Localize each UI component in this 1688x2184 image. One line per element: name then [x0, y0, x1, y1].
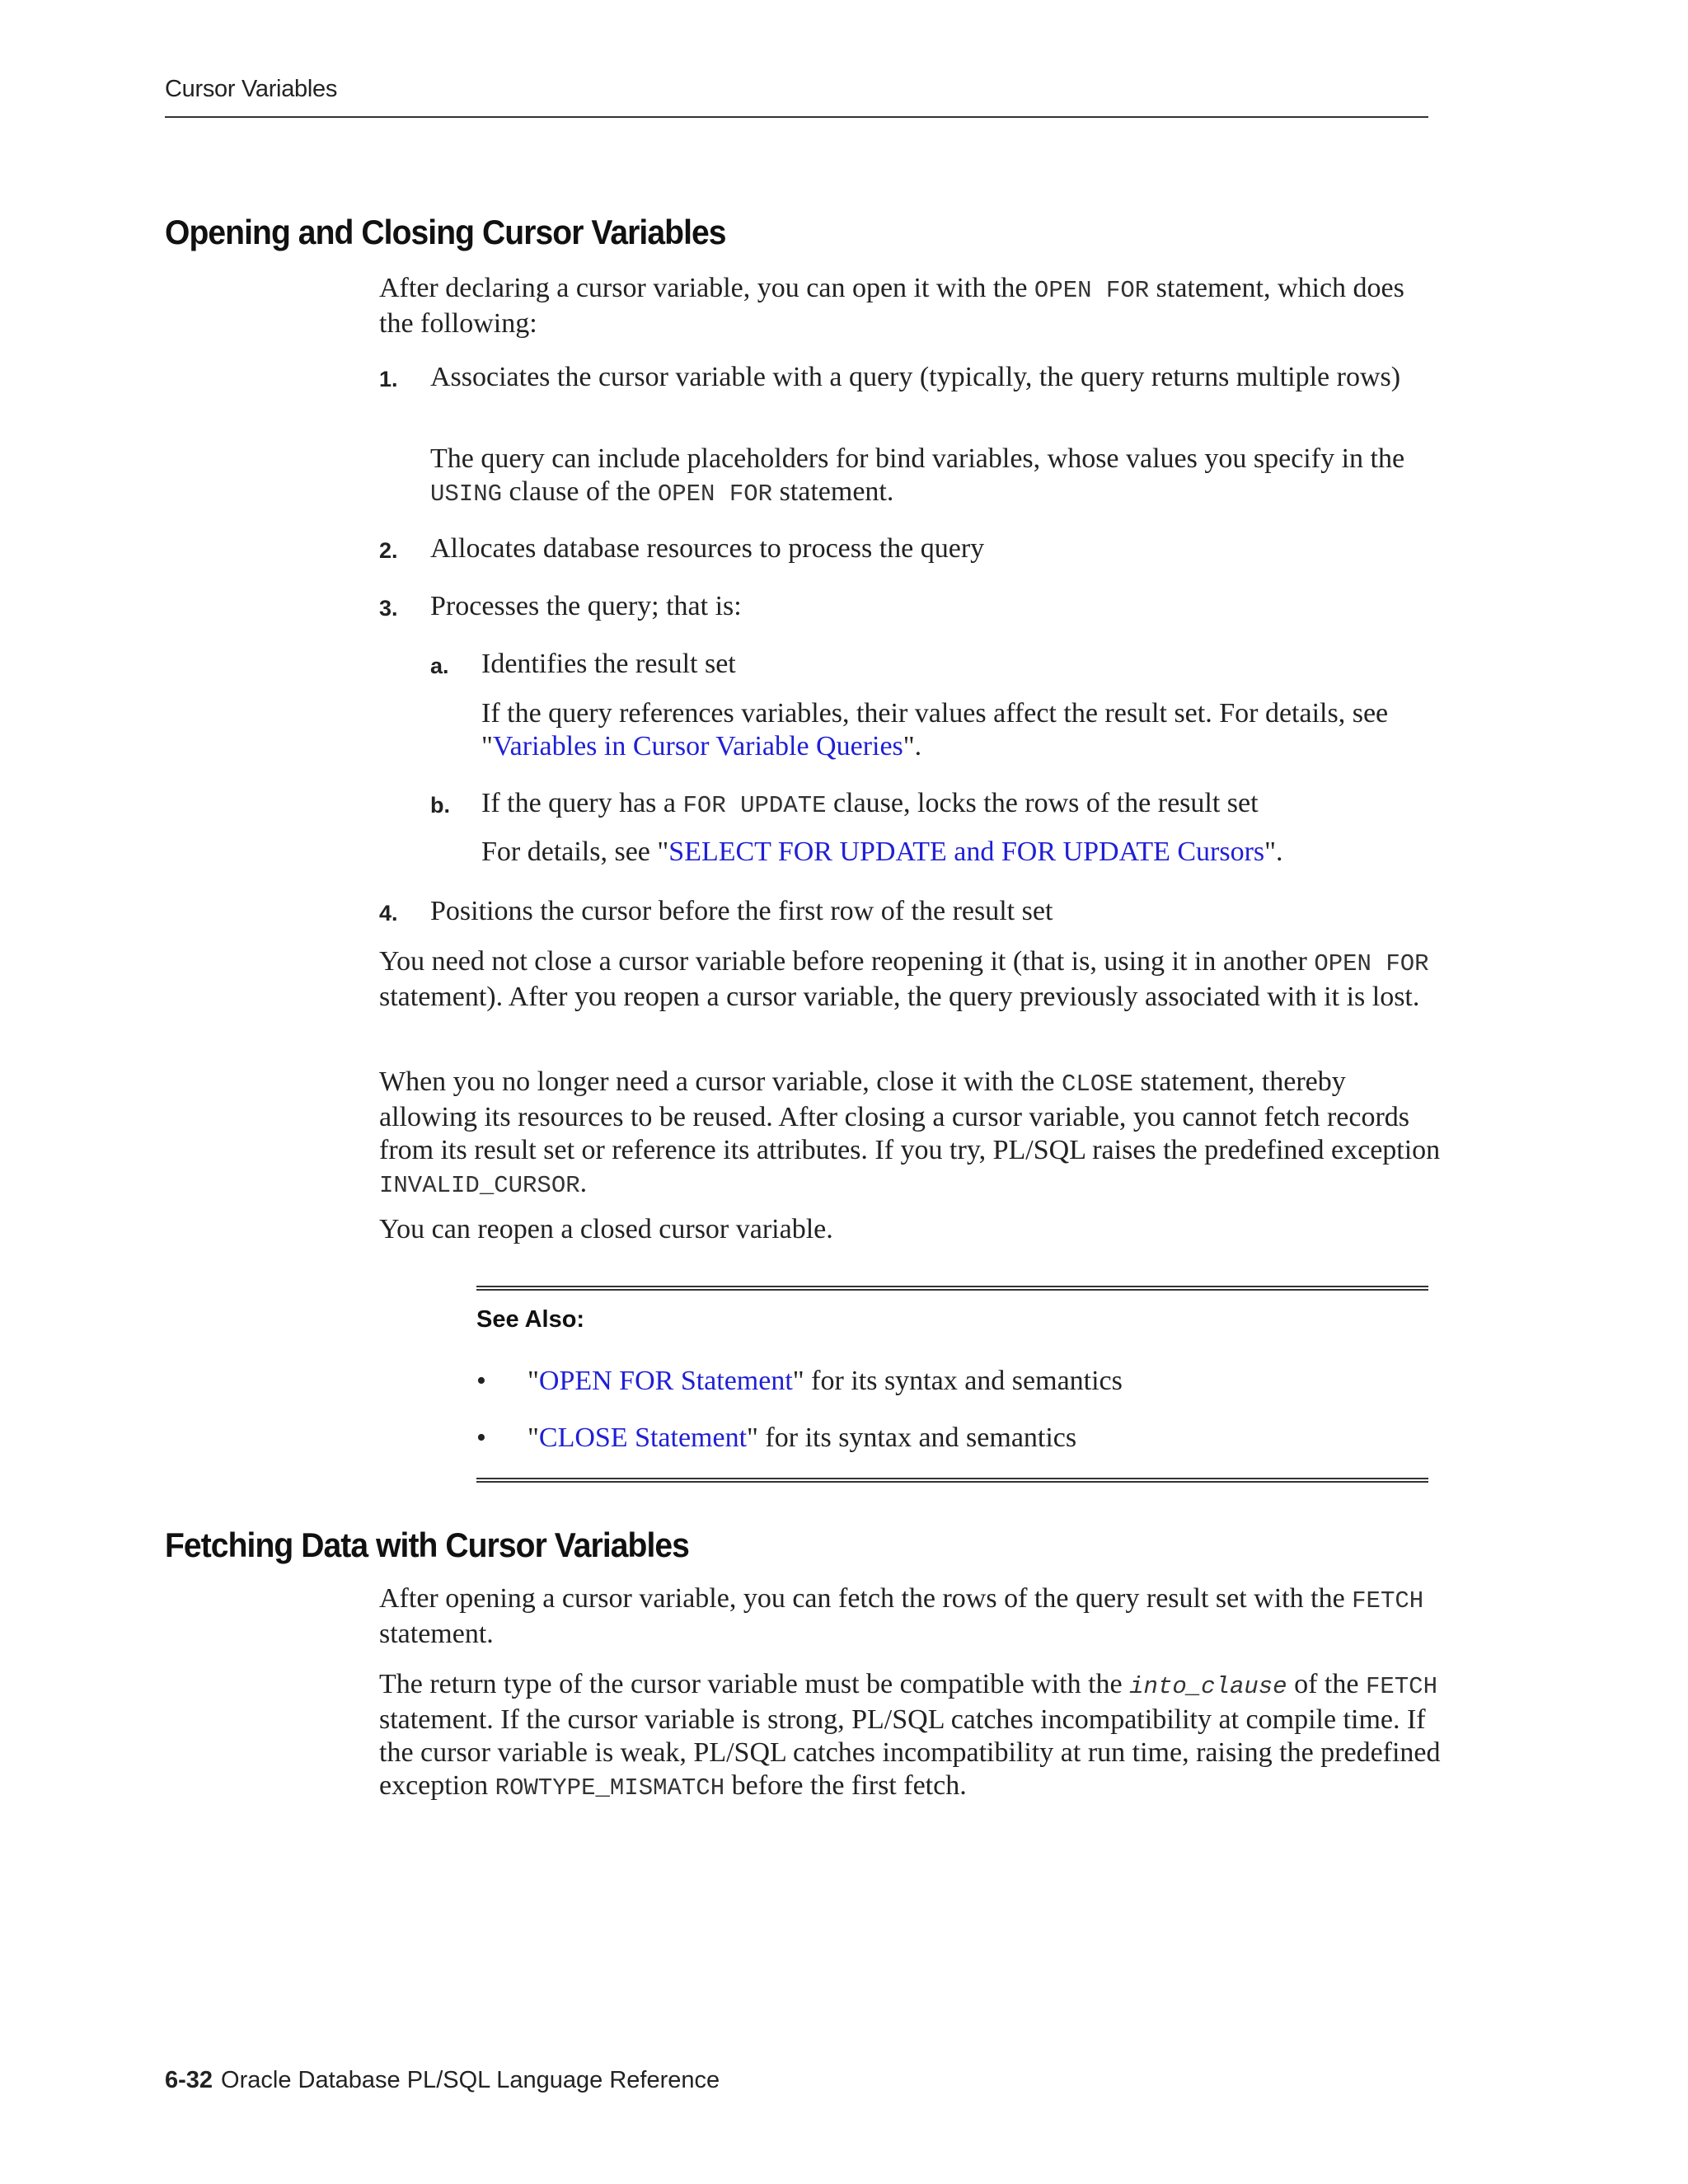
link-close-statement[interactable]: CLOSE Statement [538, 1422, 748, 1453]
code-invalid-cursor: INVALID_CURSOR [379, 1172, 580, 1199]
step-1 [379, 361, 1442, 394]
text: statement, which does the following: [379, 273, 1404, 339]
step-1-detail [430, 443, 1442, 511]
see-also-top-rule [476, 1286, 1428, 1291]
text: After opening a cursor variable, you can fetch the rows of the query result set with the [379, 1583, 1353, 1614]
code-rowtype-mismatch: ROWTYPE_MISMATCH [495, 1774, 725, 1802]
paragraph: You can reopen a closed cursor variable. [379, 1214, 833, 1244]
book-title: Oracle Database PL/SQL Language Reference [221, 2067, 720, 2093]
section-title-opening-closing: Opening and Closing Cursor Variables [165, 213, 726, 251]
running-header: Cursor Variables [165, 76, 338, 102]
see-also-title: See Also: [476, 1306, 585, 1333]
see-also-box [476, 1286, 1428, 1483]
text: statement). After you reopen a cursor variable, the query previously associated with it is lost. [379, 982, 1420, 1012]
code-fetch: FETCH [1365, 1673, 1437, 1700]
step-text: Processes the query; that is: [430, 591, 742, 621]
text: " [528, 1422, 539, 1453]
step-text: Allocates database resources to process the query [430, 533, 985, 564]
substep-text: Identifies the result set [481, 649, 736, 679]
substep-text [481, 787, 1442, 823]
text: " for its syntax and semantics [747, 1422, 1077, 1453]
page-number: 6-32 [165, 2067, 213, 2093]
step-number: 3. [379, 596, 398, 621]
text: When you no longer need a cursor variable, close it with the [379, 1066, 1062, 1097]
text: For details, see " [481, 837, 669, 867]
see-also-item-text [528, 1422, 1076, 1455]
link-variables-in-cursor-variable-queries[interactable]: Variables in Cursor Variable Queries [492, 731, 903, 762]
see-also-item-text [528, 1365, 1123, 1398]
substep-b-detail [481, 836, 1442, 869]
step-3 [379, 590, 1442, 623]
text: statement. [379, 1619, 494, 1649]
text: The return type of the cursor variable must be compatible with the [379, 1669, 1130, 1699]
text: clause of the [502, 476, 658, 507]
paragraph-close [379, 1066, 1442, 1202]
substep-a [430, 648, 1442, 681]
section2-para2 [379, 1668, 1442, 1805]
substep-label: a. [430, 654, 449, 678]
paragraph-reopen-closed [379, 1213, 1442, 1246]
text: ". [1264, 837, 1283, 867]
text: . [579, 1168, 588, 1198]
code-fetch: FETCH [1352, 1587, 1424, 1615]
substep-detail-paragraph [481, 697, 1442, 763]
bullet: • [476, 1366, 486, 1396]
step-text: Associates the cursor variable with a query (typically, the query returns multiple rows) [430, 362, 1401, 392]
section-title-fetching: Fetching Data with Cursor Variables [165, 1526, 689, 1564]
text: ". [903, 731, 922, 762]
code-open-for: OPEN FOR [1034, 277, 1150, 304]
step-2 [379, 532, 1442, 565]
intro-paragraph [379, 272, 1442, 340]
code-into-clause: into_clause [1129, 1673, 1287, 1700]
step-text: Positions the cursor before the first row of the result set [430, 896, 1053, 926]
step-4 [379, 895, 1442, 928]
code-open-for: OPEN FOR [1314, 950, 1429, 977]
section1-intro [379, 272, 1442, 340]
text: of the [1287, 1669, 1366, 1699]
link-open-for-statement[interactable]: OPEN FOR Statement [538, 1366, 793, 1396]
text: " for its syntax and semantics [792, 1366, 1123, 1396]
text: statement. [772, 476, 894, 507]
step-number: 4. [379, 901, 398, 926]
page-footer [165, 2067, 720, 2094]
step-number: 1. [379, 367, 398, 391]
code-open-for: OPEN FOR [657, 480, 773, 508]
text: " [528, 1366, 539, 1396]
text: statement. If the cursor variable is strong, PL/SQL catches incompatibility at compile time. If the cursor variable is weak, PL/SQL catches incompatibility at run time, raising the predefined exception [379, 1704, 1441, 1801]
see-also-bottom-rule [476, 1478, 1428, 1483]
section2-para1 [379, 1582, 1442, 1651]
substep-b [430, 787, 1442, 823]
text: You need not close a cursor variable before reopening it (that is, using it in another [379, 946, 1315, 977]
paragraph [379, 945, 1442, 1014]
step-detail-paragraph [430, 443, 1442, 511]
substep-label: b. [430, 793, 450, 818]
text: clause, locks the rows of the result set [826, 788, 1259, 818]
substep-detail-paragraph [481, 836, 1442, 869]
text: before the first fetch. [724, 1770, 967, 1801]
code-for-update: FOR UPDATE [682, 792, 827, 819]
bullet: • [476, 1422, 486, 1453]
code-close: CLOSE [1062, 1071, 1134, 1098]
substep-a-detail [481, 697, 1442, 763]
text: If the query has a [481, 788, 683, 818]
paragraph-reopen [379, 945, 1442, 1014]
paragraph [379, 1582, 1442, 1651]
text: statement, thereby allowing its resources to be reused. After closing a cursor variable, you cannot fetch records from its result set or reference its attributes. If you try, PL/SQL raises the predefined exception [379, 1066, 1441, 1165]
text: If the query references variables, their values affect the result set. For details, see " [481, 698, 1389, 762]
step-number: 2. [379, 538, 398, 563]
link-select-for-update[interactable]: SELECT FOR UPDATE and FOR UPDATE Cursors [668, 837, 1265, 867]
text: After declaring a cursor variable, you can open it with the [379, 273, 1034, 303]
header-rule [165, 116, 1428, 118]
code-using: USING [430, 480, 503, 508]
text: The query can include placeholders for bind variables, whose values you specify in the [430, 443, 1405, 474]
paragraph [379, 1668, 1442, 1805]
paragraph [379, 1066, 1442, 1202]
